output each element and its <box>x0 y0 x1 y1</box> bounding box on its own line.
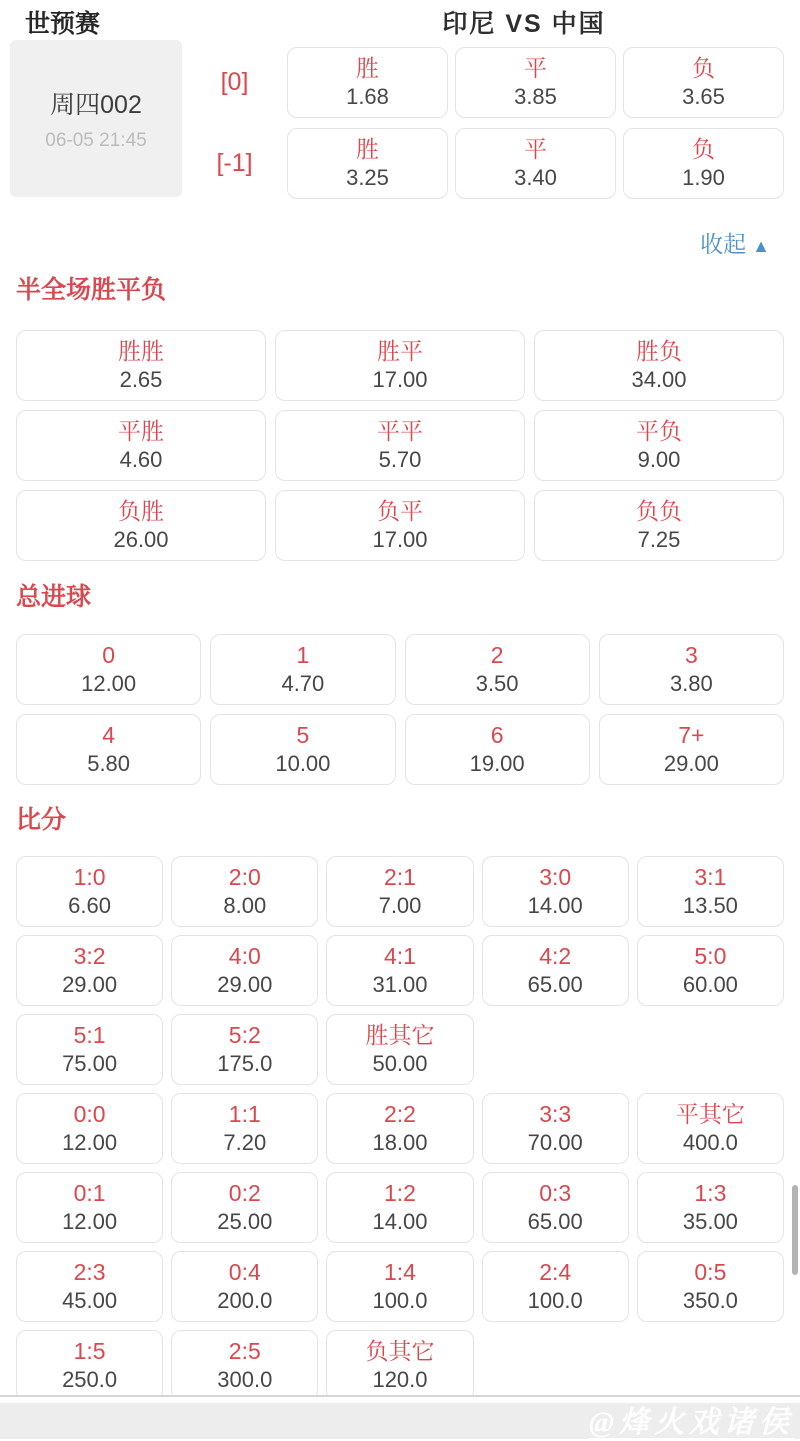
odds-value: 50.00 <box>372 1051 428 1076</box>
handicap-odds-grid-0 <box>287 47 784 118</box>
odds-value: 5.70 <box>378 447 422 472</box>
odds-value: 4.60 <box>119 447 163 472</box>
odds-tile[interactable] <box>482 1093 629 1164</box>
odds-label: 平胜 <box>118 418 164 444</box>
odds-value: 3.80 <box>669 671 713 696</box>
league-label: 世预赛 <box>25 10 101 38</box>
odds-grid-row <box>16 714 784 785</box>
odds-value: 14.00 <box>527 893 583 918</box>
odds-label: 0:2 <box>228 1180 261 1206</box>
odds-label: 胜 <box>356 136 379 162</box>
odds-value: 45.00 <box>62 1288 118 1313</box>
collapse-label: 收起 <box>700 231 747 257</box>
odds-value: 17.00 <box>372 527 428 552</box>
odds-tile[interactable] <box>455 47 616 118</box>
match-datetime: 06-05 21:45 <box>45 130 147 151</box>
odds-label: 4 <box>102 722 116 748</box>
odds-value: 400.0 <box>682 1130 738 1155</box>
odds-label: 胜胜 <box>118 338 164 364</box>
odds-value: 120.0 <box>372 1367 428 1392</box>
odds-value: 4.70 <box>281 671 325 696</box>
odds-value: 12.00 <box>62 1209 118 1234</box>
odds-tile[interactable] <box>326 1251 473 1322</box>
correct-score-odds-grid <box>0 856 800 1401</box>
odds-value: 60.00 <box>682 972 738 997</box>
odds-value: 35.00 <box>682 1209 738 1234</box>
odds-value: 8.00 <box>223 893 267 918</box>
odds-label: 负 <box>692 136 715 162</box>
odds-value: 3.85 <box>514 84 557 109</box>
odds-value: 1.90 <box>682 165 725 190</box>
odds-grid-row <box>16 1251 784 1322</box>
match-title: 印尼 VS 中国 <box>442 10 606 38</box>
section-total-goals <box>0 577 800 785</box>
odds-value: 17.00 <box>372 367 428 392</box>
odds-tile[interactable] <box>326 1330 473 1401</box>
odds-tile[interactable] <box>16 1330 163 1401</box>
odds-label: 0:3 <box>539 1180 572 1206</box>
odds-value: 31.00 <box>372 972 428 997</box>
odds-tile[interactable] <box>16 410 266 481</box>
watermark: @烽火戏诸侯 <box>589 1406 794 1439</box>
odds-tile[interactable] <box>287 47 448 118</box>
odds-label: 2 <box>490 642 504 668</box>
odds-value: 200.0 <box>217 1288 273 1313</box>
odds-tile[interactable] <box>455 128 616 199</box>
odds-tile[interactable] <box>482 856 629 927</box>
odds-tile[interactable] <box>482 1172 629 1243</box>
odds-tile[interactable] <box>326 856 473 927</box>
odds-tile[interactable] <box>534 330 784 401</box>
odds-value: 75.00 <box>62 1051 118 1076</box>
odds-tile[interactable] <box>171 856 318 927</box>
odds-tile[interactable] <box>405 634 590 705</box>
odds-tile[interactable] <box>210 714 395 785</box>
odds-grid-row <box>16 410 784 481</box>
odds-value: 29.00 <box>62 972 118 997</box>
odds-tile[interactable] <box>16 490 266 561</box>
odds-label: 2:1 <box>384 864 416 890</box>
odds-value: 12.00 <box>81 671 137 696</box>
odds-label: 4:2 <box>539 943 572 969</box>
odds-grid-row <box>16 1014 784 1085</box>
odds-label: 4:1 <box>384 943 416 969</box>
odds-value: 14.00 <box>372 1209 428 1234</box>
odds-tile[interactable] <box>275 410 525 481</box>
section-half-full-result <box>0 270 800 561</box>
odds-value: 19.00 <box>469 751 525 776</box>
odds-grid-row <box>16 634 784 705</box>
odds-label: 1:4 <box>384 1259 416 1285</box>
odds-tile[interactable] <box>16 714 201 785</box>
odds-tile[interactable] <box>405 714 590 785</box>
handicap-label-1: [-1] <box>216 149 253 177</box>
odds-label: 2:5 <box>228 1338 261 1364</box>
odds-value: 3.25 <box>346 165 389 190</box>
odds-grid-row <box>16 935 784 1006</box>
odds-label: 5 <box>296 722 310 748</box>
odds-label: 5:2 <box>228 1022 261 1048</box>
odds-value: 34.00 <box>631 367 687 392</box>
odds-value: 3.50 <box>475 671 519 696</box>
odds-grid-row <box>16 1093 784 1164</box>
odds-value: 29.00 <box>663 751 719 776</box>
odds-value: 18.00 <box>372 1130 428 1155</box>
section-correct-score <box>0 800 800 1401</box>
odds-label: 平 <box>524 55 547 81</box>
odds-value: 100.0 <box>527 1288 583 1313</box>
odds-tile[interactable] <box>171 1251 318 1322</box>
odds-tile[interactable] <box>171 1093 318 1164</box>
odds-tile[interactable] <box>637 856 784 927</box>
odds-value: 7.20 <box>223 1130 267 1155</box>
odds-tile[interactable] <box>637 1172 784 1243</box>
odds-tile[interactable] <box>16 1172 163 1243</box>
odds-tile[interactable] <box>482 1251 629 1322</box>
odds-tile[interactable] <box>275 330 525 401</box>
odds-value: 12.00 <box>62 1130 118 1155</box>
odds-tile[interactable] <box>326 935 473 1006</box>
odds-value: 70.00 <box>527 1130 583 1155</box>
match-info-card[interactable] <box>10 40 182 197</box>
odds-tile[interactable] <box>275 490 525 561</box>
odds-tile[interactable] <box>599 634 784 705</box>
odds-value: 175.0 <box>217 1051 273 1076</box>
odds-value: 29.00 <box>217 972 273 997</box>
odds-label: 负平 <box>377 498 423 524</box>
odds-tile[interactable] <box>16 1251 163 1322</box>
odds-label: 0:1 <box>73 1180 106 1206</box>
odds-label: 平其它 <box>675 1101 745 1127</box>
odds-label: 负 <box>692 55 715 81</box>
odds-label: 3:0 <box>539 864 572 890</box>
handicap-row-0 <box>182 47 784 118</box>
odds-value: 65.00 <box>527 1209 583 1234</box>
odds-label: 负负 <box>636 498 682 524</box>
footer-bar <box>0 1403 800 1439</box>
odds-label: 平负 <box>636 418 682 444</box>
odds-value: 26.00 <box>113 527 169 552</box>
odds-value: 6.60 <box>68 893 111 918</box>
odds-label: 7+ <box>678 722 705 748</box>
chevron-up-icon: ▲ <box>752 236 770 256</box>
page-footer <box>0 1395 800 1439</box>
odds-tile[interactable] <box>637 1093 784 1164</box>
page-header <box>0 0 800 40</box>
odds-label: 3:1 <box>694 864 727 890</box>
odds-label: 1:2 <box>384 1180 416 1206</box>
handicap-row-1 <box>182 128 784 199</box>
odds-label: 胜 <box>356 55 379 81</box>
odds-label: 1:5 <box>73 1338 106 1364</box>
odds-value: 3.40 <box>514 165 557 190</box>
odds-tile[interactable] <box>171 1172 318 1243</box>
section-title-total-goals: 总进球 <box>16 583 92 611</box>
odds-value: 9.00 <box>637 447 681 472</box>
odds-tile[interactable] <box>637 1251 784 1322</box>
odds-label: 2:0 <box>228 864 261 890</box>
odds-label: 3:2 <box>73 943 106 969</box>
odds-grid-row <box>16 330 784 401</box>
odds-tile[interactable] <box>534 490 784 561</box>
odds-tile[interactable] <box>482 935 629 1006</box>
odds-label: 胜平 <box>377 338 423 364</box>
half-full-odds-grid <box>0 330 800 561</box>
odds-label: 负其它 <box>365 1338 435 1364</box>
odds-label: 胜其它 <box>365 1022 435 1048</box>
odds-grid-row <box>16 1330 784 1401</box>
odds-label: 0:0 <box>73 1101 106 1127</box>
odds-label: 2:2 <box>384 1101 416 1127</box>
odds-tile[interactable] <box>623 47 784 118</box>
odds-tile[interactable] <box>210 634 395 705</box>
collapse-row <box>0 226 800 257</box>
odds-tile[interactable] <box>16 935 163 1006</box>
odds-value: 65.00 <box>527 972 583 997</box>
match-number: 周四002 <box>50 91 142 119</box>
odds-tile[interactable] <box>599 714 784 785</box>
odds-value: 13.50 <box>682 893 738 918</box>
section-title-correct-score: 比分 <box>16 806 67 834</box>
odds-label: 0:4 <box>228 1259 261 1285</box>
odds-value: 7.25 <box>637 527 681 552</box>
odds-value: 3.65 <box>682 84 725 109</box>
odds-tile[interactable] <box>637 935 784 1006</box>
odds-tile[interactable] <box>326 1014 473 1085</box>
odds-tile[interactable] <box>16 1093 163 1164</box>
odds-label: 平 <box>524 136 547 162</box>
odds-tile[interactable] <box>16 634 201 705</box>
odds-value: 2.65 <box>119 367 163 392</box>
odds-label: 负胜 <box>118 498 164 524</box>
handicap-odds-area <box>182 47 784 199</box>
odds-label: 2:3 <box>73 1259 106 1285</box>
handicap-odds-grid-1 <box>287 128 784 199</box>
odds-tile[interactable] <box>16 1014 163 1085</box>
match-summary-row <box>0 40 800 199</box>
odds-label: 1:3 <box>694 1180 727 1206</box>
odds-label: 1:1 <box>228 1101 261 1127</box>
odds-label: 4:0 <box>228 943 261 969</box>
odds-tile[interactable] <box>16 856 163 927</box>
odds-tile[interactable] <box>326 1172 473 1243</box>
odds-grid-row <box>16 856 784 927</box>
odds-label: 0 <box>102 642 116 668</box>
odds-label: 1 <box>296 642 310 668</box>
odds-tile[interactable] <box>171 935 318 1006</box>
odds-value: 1.68 <box>346 84 389 109</box>
odds-value: 5.80 <box>87 751 131 776</box>
odds-label: 3 <box>684 642 698 668</box>
odds-grid-row <box>16 1172 784 1243</box>
odds-label: 5:0 <box>694 943 727 969</box>
odds-value: 300.0 <box>217 1367 273 1392</box>
odds-label: 平平 <box>377 418 423 444</box>
odds-tile[interactable] <box>171 1014 318 1085</box>
odds-label: 3:3 <box>539 1101 572 1127</box>
odds-value: 350.0 <box>682 1288 738 1313</box>
odds-tile[interactable] <box>534 410 784 481</box>
odds-value: 100.0 <box>372 1288 428 1313</box>
section-title-half-full: 半全场胜平负 <box>16 276 167 304</box>
odds-tile[interactable] <box>287 128 448 199</box>
odds-value: 10.00 <box>275 751 331 776</box>
odds-value: 250.0 <box>62 1367 118 1392</box>
odds-label: 1:0 <box>73 864 106 890</box>
total-goals-odds-grid <box>0 634 800 785</box>
handicap-label-0: [0] <box>220 68 249 96</box>
odds-value: 7.00 <box>378 893 422 918</box>
odds-label: 6 <box>490 722 504 748</box>
odds-tile[interactable] <box>171 1330 318 1401</box>
odds-label: 0:5 <box>694 1259 727 1285</box>
scrollbar-thumb[interactable] <box>792 1185 798 1275</box>
odds-tile[interactable] <box>326 1093 473 1164</box>
odds-tile[interactable] <box>623 128 784 199</box>
odds-label: 2:4 <box>539 1259 572 1285</box>
odds-value: 25.00 <box>217 1209 273 1234</box>
odds-label: 胜负 <box>636 338 682 364</box>
odds-grid-row <box>16 490 784 561</box>
odds-tile[interactable] <box>16 330 266 401</box>
odds-label: 5:1 <box>73 1022 106 1048</box>
collapse-button[interactable] <box>700 231 770 257</box>
